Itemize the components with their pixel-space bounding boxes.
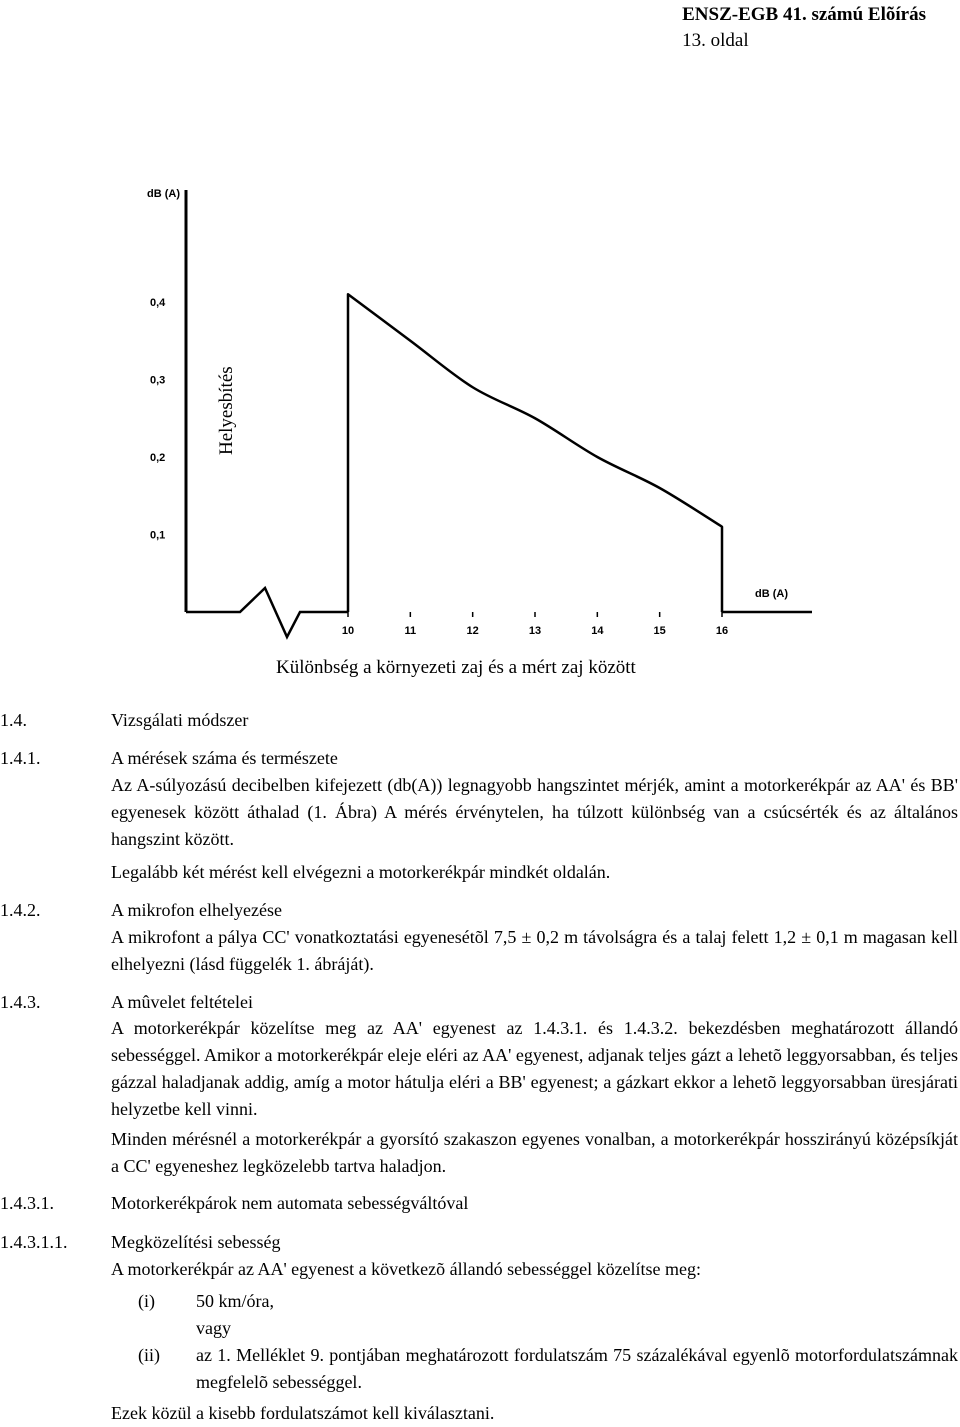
- list-item-text: 50 km/óra,: [196, 1291, 274, 1311]
- section-number: 1.4.3.1.1.: [0, 1232, 68, 1252]
- paragraph: A mikrofont a pálya CC' vonatkoztatási egyenesétõl 7,5 ± 0,2 m távolságra és a talaj felett 1,2 ± 0,1 m magasan kell elhelyezni (lásd függelék 1. ábráját).: [111, 927, 958, 974]
- x-tick-label: 15: [653, 625, 666, 637]
- paragraph: A motorkerékpár az AA' egyenest a következõ állandó sebességgel közelítse meg:: [111, 1259, 702, 1279]
- section-title: Motorkerékpárok nem automata sebességváltóval: [111, 1193, 469, 1213]
- section-number: 1.4.3.1.: [0, 1193, 54, 1213]
- x-axis-unit-label: dB (A): [755, 588, 788, 600]
- section-number: 1.4.: [0, 710, 27, 730]
- list-item-label: (i): [138, 1291, 155, 1311]
- section-title: A mérések száma és természete: [111, 748, 338, 768]
- page-number: 13. oldal: [682, 30, 749, 51]
- section-title: A mûvelet feltételei: [111, 992, 253, 1012]
- list-connector: vagy: [196, 1318, 231, 1338]
- paragraph: Az A-súlyozású decibelben kifejezett (db(A)) legnagyobb hangszintet mérjék, amint a motorkerékpár az AA' és BB' egyenesek között áthalad (1. Ábra) A mérés érvénytelen, ha túlzott különbség van a csúcsérték és az általános hangszint között.: [111, 775, 958, 849]
- paragraph: Legalább két mérést kell elvégezni a motorkerékpár mindkét oldalán.: [111, 862, 611, 882]
- y-tick-label: 0,4: [150, 297, 166, 309]
- chart-layer: [150, 190, 812, 637]
- y-tick-label: 0,2: [150, 452, 166, 464]
- list-item-label: (ii): [138, 1345, 160, 1365]
- section-title: Vizsgálati módszer: [111, 710, 249, 730]
- section-title: Megközelítési sebesség: [111, 1232, 281, 1252]
- y-tick-label: 0,1: [150, 529, 166, 542]
- y-axis-title: Helyesbítés: [216, 366, 237, 455]
- document-title: ENSZ-EGB 41. számú Elõírás: [682, 4, 926, 25]
- section-title: A mikrofon elhelyezése: [111, 900, 282, 920]
- x-axis-line-break: [186, 588, 348, 637]
- section-number: 1.4.2.: [0, 900, 41, 920]
- x-tick-label: 10: [341, 625, 355, 637]
- paragraph: A motorkerékpár közelítse meg az AA' egyenest az 1.4.3.1. és 1.4.3.2. bekezdésben meghatározott állandó sebességgel. Amikor a motorkerékpár eleje eléri az AA' egyenest, adjanak teljes gázt a lehetõ leggyorsabban, és teljes gázzal haladjanak addig, amíg a motor hátulja eléri a BB' egyenest; a gázkart ekkor a lehetõ leggyorsabban üresjárati helyzetbe kell vinni.: [111, 1018, 958, 1119]
- figure-caption: Különbség a környezeti zaj és a mért zaj között: [276, 657, 636, 678]
- y-axis-unit-label: dB (A): [147, 188, 180, 200]
- section-number: 1.4.1.: [0, 748, 41, 768]
- paragraph: Minden mérésnél a motorkerékpár a gyorsító szakaszon egyenes vonalban, a motorkerékpár hosszirányú középsíkját a CC' egyeneshez legközelebb tartva haladjon.: [111, 1129, 958, 1176]
- section-number: 1.4.3.: [0, 992, 41, 1012]
- correction-curve: [348, 294, 722, 612]
- y-tick-label: 0,3: [150, 374, 166, 387]
- x-tick-label: 12: [466, 625, 479, 637]
- x-tick-label: 11: [404, 625, 417, 637]
- x-tick-label: 13: [528, 625, 542, 637]
- x-tick-label: 16: [715, 625, 729, 637]
- list-item-text: az 1. Melléklet 9. pontjában meghatározott fordulatszám 75 százalékával egyenlõ motorfordulatszámnak megfelelõ sebességgel.: [196, 1345, 958, 1392]
- x-tick-label: 14: [591, 625, 604, 637]
- paragraph: Ezek közül a kisebb fordulatszámot kell kiválasztani.: [111, 1403, 495, 1423]
- correction-chart: [0, 0, 960, 700]
